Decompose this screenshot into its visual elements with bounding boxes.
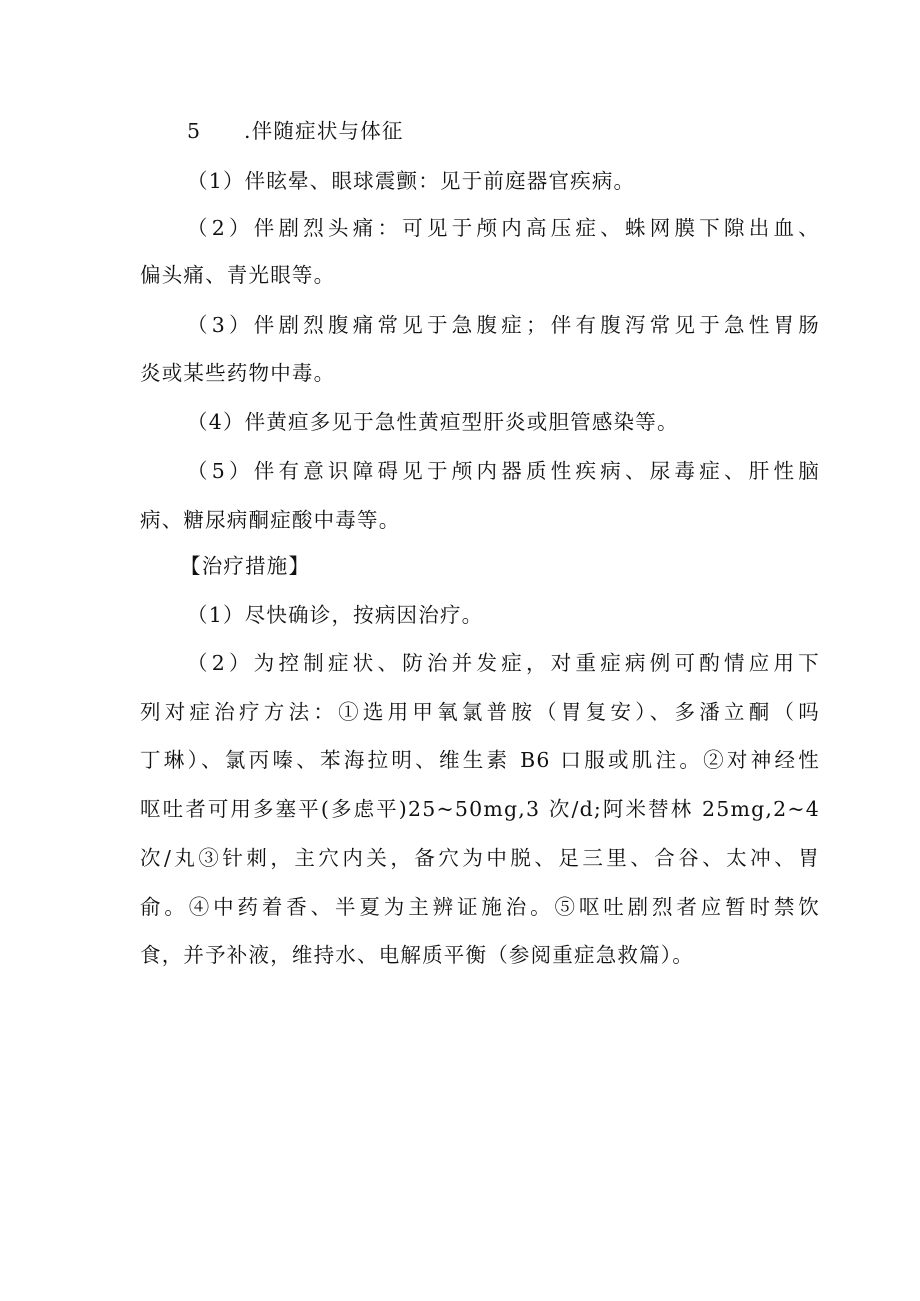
treatment-item-2-line-5: 次/丸③针刺，主穴内关，备穴为中脱、足三里、合谷、太冲、胃 [140, 846, 820, 870]
treatment-item-2-line-7: 食，并予补液，维持水、电解质平衡（参阅重症急救篇）。 [140, 943, 694, 967]
symptom-item-3-line-2: 炎或某些药物中毒。 [140, 361, 336, 385]
symptom-item-2-line-2: 偏头痛、青光眼等。 [140, 263, 336, 287]
symptom-item-5-line-2: 病、糖尿病酮症酸中毒等。 [140, 508, 401, 532]
treatment-item-2-line-3: 丁琳）、氯丙嗪、苯海拉明、维生素 B6 口服或肌注。②对神经性 [140, 748, 820, 772]
treatment-item-2-line-1: （2）为控制症状、防治并发症，对重症病例可酌情应用下 [187, 651, 820, 675]
treatment-item-2-line-4: 呕吐者可用多塞平(多虑平)25~50mg,3 次/d;阿米替林 25mg,2~4 [140, 797, 820, 821]
symptom-item-1: （1）伴眩晕、眼球震颤：见于前庭器官疾病。 [187, 169, 636, 193]
treatment-item-2-line-6: 俞。④中药着香、半夏为主辨证施治。⑤呕吐剧烈者应暂时禁饮 [140, 895, 820, 919]
treatment-item-2-line-2: 列对症治疗方法：①选用甲氧氯普胺（胃复安）、多潘立酮（吗 [140, 700, 820, 724]
symptom-item-2-line-1: （2）伴剧烈头痛：可见于颅内高压症、蛛网膜下隙出血、 [187, 216, 820, 240]
symptom-item-5-line-1: （5）伴有意识障碍见于颅内器质性疾病、尿毒症、肝性脑 [187, 459, 820, 483]
symptom-item-3-line-1: （3）伴剧烈腹痛常见于急腹症；伴有腹泻常见于急性胃肠 [187, 313, 820, 337]
section-number: 5 [187, 119, 201, 143]
symptom-item-4: （4）伴黄疸多见于急性黄疸型肝炎或胆管感染等。 [187, 410, 679, 434]
treatment-item-1: （1）尽快确诊，按病因治疗。 [187, 603, 484, 627]
section-title: .伴随症状与体征 [244, 119, 404, 143]
treatment-heading: 【治疗措施】 [180, 554, 311, 578]
